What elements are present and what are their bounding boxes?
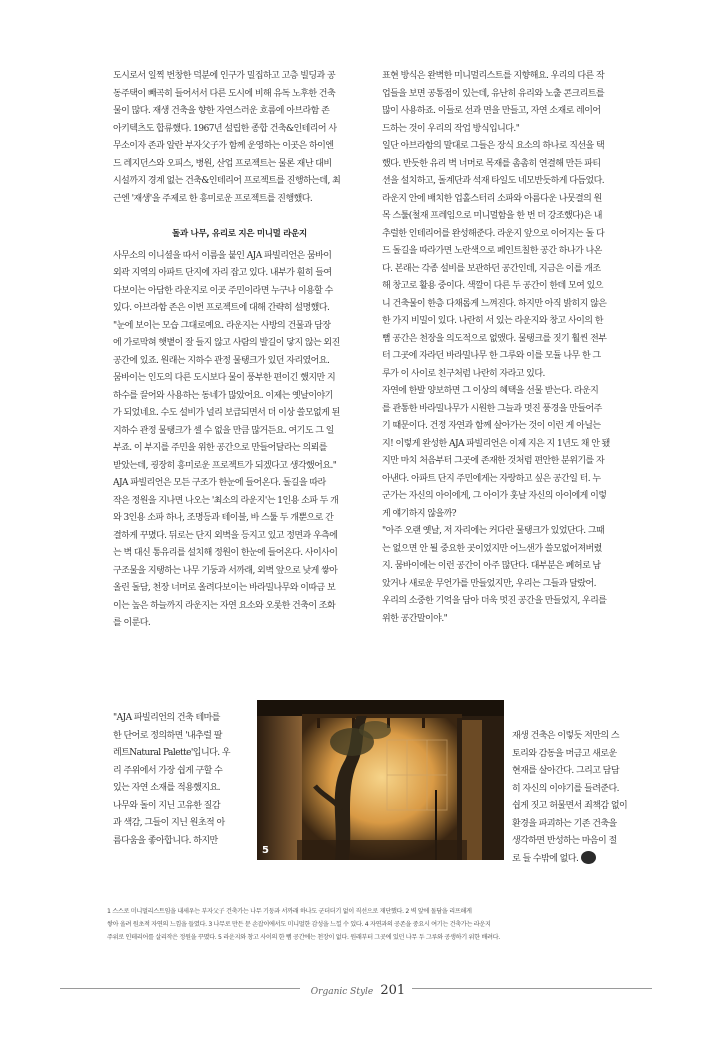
text-line: 생각하면 반성하는 마음이 절 [512, 836, 617, 846]
text-line: 다. 본래는 각종 설비를 보관하던 공간인데, 지금은 이를 개조 [382, 263, 601, 274]
text-line: 게 얘기하지 않을까? [382, 508, 457, 519]
interior-photo [257, 700, 504, 860]
text-line: 다보이는 아담한 라운지로 이곳 주민이라면 누구나 이용할 수 [113, 285, 333, 296]
text-line: 과 색감, 그들이 지닌 원초적 아 [113, 818, 225, 828]
page-number: 201 [380, 983, 406, 998]
text-line: 드 돌길을 따라가면 노란색으로 페인트칠한 공간 하나가 나온 [382, 246, 602, 256]
text-line: 뼘 공간은 천장을 의도적으로 없앴다. 물탱크를 짓기 훨씬 전부 [382, 333, 607, 344]
text-line: 에 가로막혀 햇볕이 잘 들지 않고 사람의 발길이 닿지 않는 외진 [113, 338, 340, 348]
text-line: 뭄바이는 인도의 다른 도시보다 물이 풍부한 편이긴 했지만 지 [113, 373, 336, 383]
text-line: 드 레지던스와 오피스, 병원, 산업 프로젝트는 물론 재난 대비 [113, 158, 332, 169]
text-line: 무소이자 존과 알란 부자父子가 함께 운영하는 이곳은 하이엔 [113, 141, 334, 151]
text-line: 우리의 소중한 기억을 담아 더욱 멋진 공간을 만들었지, 우리를 [382, 596, 607, 606]
magazine-brand: Organic Style [310, 987, 374, 997]
caption-line: 1 스스로 미니멀리스트임을 내세우는 부자父子 건축가는 나무 기둥과 서까래 하나도 군더더기 없이 직선으로 재단했다. 2 벽 앞에 돌담을 리프해게 [107, 908, 472, 915]
text-line: 현재를 살아간다. 그리고 담담 [512, 766, 619, 776]
text-line: 토리와 감동을 머금고 새로운 [512, 748, 617, 759]
text-line: 시설까지 경계 없는 건축&인테리어 프로젝트를 진행하는데, 최 [113, 176, 341, 186]
text-line: 는 없으면 안 될 중요한 곳이었지만 어느샌가 쓸모없어져버렸 [382, 543, 602, 554]
text-line: 위한 공간말이야." [382, 613, 448, 624]
text-line: 가 되었네요. 수도 설비가 널리 보급되면서 더 이상 쓸모없게 된 [113, 408, 340, 418]
text-line: 름다움을 좋아합니다. 하지만 [113, 835, 218, 846]
text-line: 았거나 새로운 무언가를 만들었지만, 우리는 그들과 달랐어. [382, 578, 596, 589]
page-footer [308, 979, 408, 998]
text-line: 드하는 것이 우리의 작업 방식입니다." [382, 123, 520, 134]
text-line: 했다. 반듯한 유리 벽 너머로 목재를 촘촘히 연결해 만든 파티 [382, 158, 601, 169]
text-line: 있다. 아브라함 존은 이번 프로젝트에 대해 간략히 설명했다. [113, 303, 330, 313]
text-line: 결하게 꾸몄다. 뒤로는 단지 외벽을 등지고 있고 정면과 우측에 [113, 530, 338, 541]
text-line: 션을 설치하고, 돌계단과 석재 타일도 네모반듯하게 다듬었다. [382, 176, 605, 186]
text-line: 지하수 관정 물탱크가 셀 수 없을 만큼 많거든요. 여기도 그 일 [113, 425, 334, 436]
text-line: 리 주위에서 가장 쉽게 구할 수 [113, 765, 223, 776]
section-subheading: 돌과 나무, 유리로 지은 미니멀 라운지 [172, 229, 307, 239]
text-line: 한 가지 비밀이 있다. 나란히 서 있는 라운지와 창고 사이의 한 [382, 316, 603, 326]
text-line: 사무소의 이니셜을 따서 이름을 붙인 AJA 파빌리언은 뭄바이 [113, 250, 332, 261]
footer-rule-left [60, 988, 300, 989]
text-line: 올린 돌담, 천장 너머로 올려다보이는 바라밀나무와 이따금 보 [113, 583, 336, 593]
text-line: 도시로서 일찍 번창한 덕분에 인구가 밀집하고 고층 빌딩과 공 [113, 71, 336, 81]
text-line: 라운지 안에 배치한 업홀스터리 소파와 아름다운 나뭇결의 원 [382, 193, 602, 204]
text-line: 를 관통한 바라밀나무가 시원한 그늘과 멋진 풍경을 만들어주 [382, 403, 602, 414]
text-line: 터 그곳에 자라던 바라밀나무 한 그루와 이를 모듈 나무 한 그 [382, 351, 601, 361]
text-line: "아주 오랜 옛날, 저 자리에는 커다란 물탱크가 있었단다. 그때 [382, 526, 605, 536]
left-wrap-text [113, 710, 251, 850]
text-line: 부죠. 이 부지를 주민을 위한 공간으로 만들어달라는 의뢰를 [113, 443, 327, 453]
text-line: 목 스툴(철재 프레임으로 미니멀함을 한 번 더 강조했다)은 내 [382, 211, 602, 221]
text-line: "AJA 파빌리언의 건축 테마를 [113, 713, 220, 723]
text-line: AJA 파빌리언은 모든 구조가 한눈에 들어온다. 돌길을 따라 [113, 478, 326, 488]
text-line: 니 건축물이 한층 다채롭게 느껴진다. 하지만 아직 밝히지 않은 [382, 298, 607, 309]
text-line: 있는 자연 소재를 적용했지요. [113, 783, 220, 793]
text-line: 와 3인용 소파 하나, 조명등과 테이블, 바 스툴 두 개뿐으로 간 [113, 513, 334, 523]
text-line: 아낸다. 아파트 단지 주민에게는 자랑하고 싶은 공간일 터. 누 [382, 473, 601, 484]
intro-paragraph [113, 68, 366, 208]
end-mark-icon [581, 851, 596, 864]
text-line: 재생 건축은 이렇듯 저만의 스 [512, 731, 619, 741]
text-line: 군가는 자신의 아이에게, 그 아이가 훗날 자신의 아이에게 이렇 [382, 491, 607, 501]
text-line: 근엔 '재생'을 주제로 한 흥미로운 프로젝트를 진행했다. [113, 193, 313, 204]
text-line: 아키텍츠도 합류했다. 1967년 설립한 종합 건축&인테리어 사 [113, 123, 337, 134]
text-line: 작은 정원을 지나면 나오는 '최소의 라운지'는 1인용 소파 두 개 [113, 495, 339, 506]
text-line: 공간에 있죠. 원래는 지하수 관정 물탱크가 있던 자리였어요. [113, 355, 330, 366]
text-line: 레트Natural Palette'입니다. 우 [113, 748, 231, 758]
text-line: 업들을 보면 공통점이 있는데, 유난히 유리와 노출 콘크리트를 [382, 88, 605, 99]
text-line: 물이 많다. 재생 건축을 향한 자연스러운 흐름에 아브라함 존 [113, 106, 330, 116]
text-line: 는 벽 대신 통유리를 설치해 정원이 한눈에 들어온다. 사이사이 [113, 548, 338, 558]
text-line: 추럴한 인테리어를 완성해준다. 라운지 앞으로 이어지는 돌 다 [382, 228, 605, 239]
text-line: 루가 이 사이로 친구처럼 나란히 자라고 있다. [382, 368, 545, 379]
text-line: 쉽게 짓고 허물면서 죄책감 없이 [512, 801, 628, 811]
left-column [113, 68, 366, 633]
text-line: 이는 높은 하늘까지 라운지는 자연 요소와 오롯한 건축이 조화 [113, 600, 336, 611]
text-line: 한 단어로 정의하면 '내추럴 팔 [113, 730, 222, 741]
body-paragraph [113, 248, 366, 633]
text-line: 환경을 파괴하는 기존 건축을 [512, 818, 617, 829]
text-line: 일단 아브라함의 말대로 그들은 장식 요소의 하나로 직선을 택 [382, 141, 605, 151]
text-line: 하수를 끌어와 사용하는 동네가 많았어요. 이제는 옛날이야기 [113, 390, 333, 401]
text-line: 지. 뭄바이에는 이런 공간이 아주 많단다. 대부분은 폐허로 남 [382, 561, 601, 571]
right-wrap-text [512, 728, 637, 868]
photo-captions [107, 905, 627, 944]
text-line: 지만 마치 처음부터 그곳에 존재한 것처럼 편안한 분위기를 자 [382, 456, 605, 466]
text-line: 로 들 수밖에 없다. [512, 851, 637, 869]
text-line: "눈에 보이는 모습 그대로예요. 라운지는 사방의 건물과 담장 [113, 320, 331, 331]
caption-line: 주위로 인테리어를 살리작은 정원을 꾸몄다. 5 라운지와 창고 사이의 한 뼘 공간에는 천장이 없다. 원래부터 그곳에 있던 나무 두 그루와 공생하기 위한 배려다. [107, 934, 500, 941]
text-line: 구조물을 지탱하는 나무 기둥과 서까래, 외벽 앞으로 낮게 쌓아 [113, 565, 338, 576]
text-line: 받았는데, 굉장히 흥미로운 프로젝트가 되겠다고 생각했어요." [113, 460, 337, 471]
text-line: 동주택이 빼곡히 들어서서 다른 도시에 비해 유독 노후한 건축 [113, 88, 336, 99]
right-column [382, 68, 632, 628]
text-line: 외곽 지역의 아파트 단지에 자리 잡고 있다. 내부가 훤히 들여 [113, 268, 332, 278]
footer-rule-right [412, 988, 652, 989]
lounge-photo-illustration [257, 700, 504, 860]
text-line: 자연에 한발 양보하면 그 이상의 혜택을 선물 받는다. 라운지 [382, 386, 599, 396]
photo-number: 5 [262, 845, 269, 856]
text-line: 해 창고로 활용 중이다. 색깔이 다른 두 공간이 한데 모여 있으 [382, 281, 603, 291]
text-line: 나무와 돌이 지닌 고유한 질감 [113, 800, 220, 811]
text-line: 히 자신의 이야기를 들려준다. [512, 783, 619, 794]
caption-line: 쌓아 올려 원초적 자연의 느낌을 들였다. 3 나무로 만든 문 손잡이에서도 미니멀한 감성을 느낄 수 있다. 4 자연과의 공존을 중요시 여기는 건축가는 라운지 [107, 921, 491, 928]
text-line: 를 이룬다. [113, 618, 151, 628]
text-line: 지! 이렇게 완성한 AJA 파빌리언은 이제 지은 지 1년도 채 안 됐 [382, 438, 610, 449]
text-line: 표현 방식은 완벽한 미니멀리스트를 지향해요. 우리의 다른 작 [382, 71, 605, 81]
text-line: 기 때문이다. 건정 자연과 함께 살아가는 것이 이런 게 아닐는 [382, 421, 601, 431]
text-line: 많이 사용하죠. 이들로 선과 면을 만들고, 자연 소재로 레이어 [382, 106, 601, 116]
